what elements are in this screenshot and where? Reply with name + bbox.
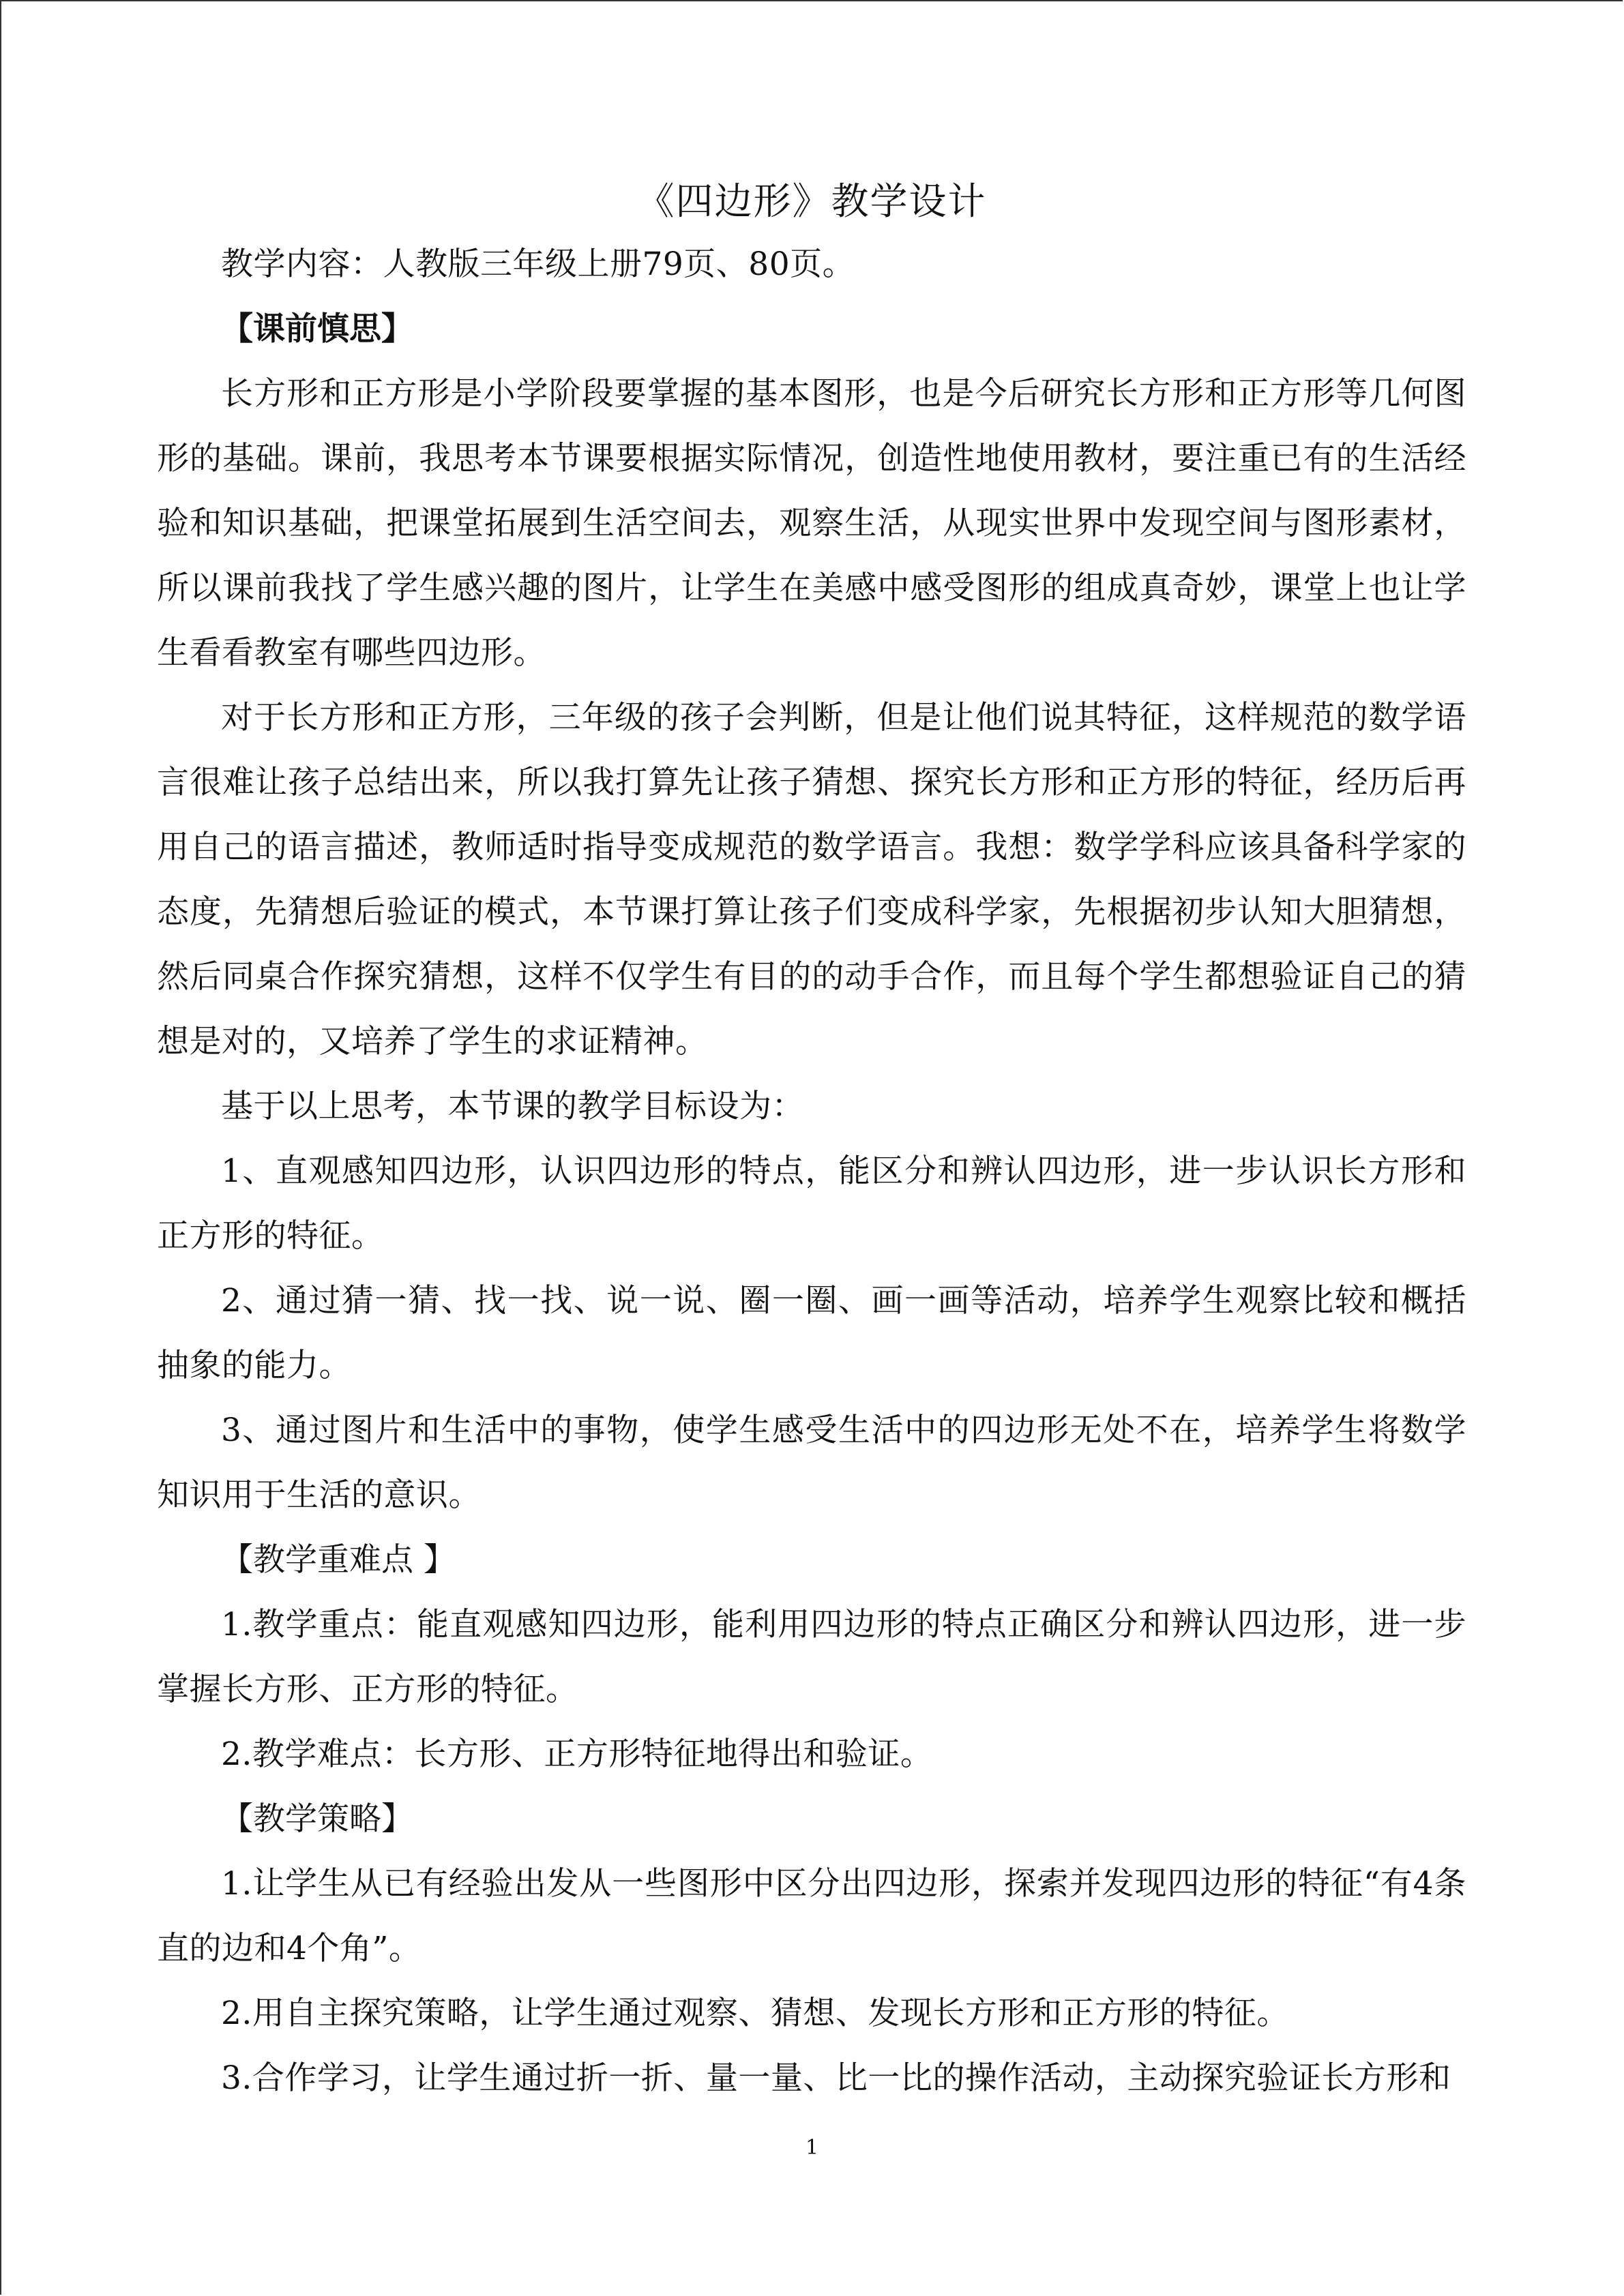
key-points-heading: 【教学重难点 】 xyxy=(221,1541,456,1579)
goal-item-2: 2、通过猜一猜、找一找、说一说、圈一圈、画一画等活动，培养学生观察比较和概括抽象的能力。 xyxy=(157,1282,1466,1384)
goal-item-1: 1、直观感知四边形，认识四边形的特点，能区分和辨认四边形，进一步认识长方形和正方形的特征。 xyxy=(157,1152,1466,1255)
strategy-item-1: 1.让学生从已有经验出发从一些图形中区分出四边形，探索并发现四边形的特征“有4条直的边和4个角”。 xyxy=(157,1865,1466,1967)
key-point-1: 1.教学重点：能直观感知四边形，能利用四边形的特点正确区分和辨认四边形，进一步掌握长方形、正方形的特征。 xyxy=(157,1606,1466,1708)
strategy-heading: 【教学策略】 xyxy=(221,1800,413,1838)
document-title: 《四边形》教学设计 xyxy=(636,179,987,223)
pre-lesson-paragraph-2: 对于长方形和正方形，三年级的孩子会判断，但是让他们说其特征，这样规范的数学语言很难让孩子总结出来，所以我打算先让孩子猜想、探究长方形和正方形的特征，经历后再用自己的语言描述，教师适时指导变成规范的数学语言。我想：数学学科应该具备科学家的态度，先猜想后验证的模式，本节课打算让孩子们变成科学家，先根据初步认知大胆猜想，然后同桌合作探究猜想，这样不仅学生有目的的动手合作，而且每个学生都想验证自己的猜想是对的，又培养了学生的求证精神。 xyxy=(157,699,1466,1060)
strategy-item-3: 3.合作学习，让学生通过折一折、量一量、比一比的操作活动，主动探究验证长方形和 xyxy=(221,2059,1451,2097)
page-number: 1 xyxy=(805,2136,819,2160)
goals-intro: 基于以上思考，本节课的教学目标设为： xyxy=(221,1088,804,1125)
document-body xyxy=(157,170,1466,2111)
pre-lesson-heading: 【课前慎思】 xyxy=(221,310,413,348)
teaching-content-line: 教学内容：人教版三年级上册79页、80页。 xyxy=(221,245,855,283)
key-point-2: 2.教学难点：长方形、正方形特征地得出和验证。 xyxy=(221,1735,933,1773)
strategy-item-2: 2.用自主探究策略，让学生通过观察、猜想、发现长方形和正方形的特征。 xyxy=(221,1995,1289,2032)
pre-lesson-paragraph-1: 长方形和正方形是小学阶段要掌握的基本图形，也是今后研究长方形和正方形等几何图形的基础。课前，我思考本节课要根据实际情况，创造性地使用教材，要注重已有的生活经验和知识基础，把课堂拓展到生活空间去，观察生活，从现实世界中发现空间与图形素材，所以课前我找了学生感兴趣的图片，让学生在美感中感受图形的组成真奇妙，课堂上也让学生看看教室有哪些四边形。 xyxy=(157,375,1466,672)
goal-item-3: 3、通过图片和生活中的事物，使学生感受生活中的四边形无处不在，培养学生将数学知识用于生活的意识。 xyxy=(157,1412,1466,1514)
